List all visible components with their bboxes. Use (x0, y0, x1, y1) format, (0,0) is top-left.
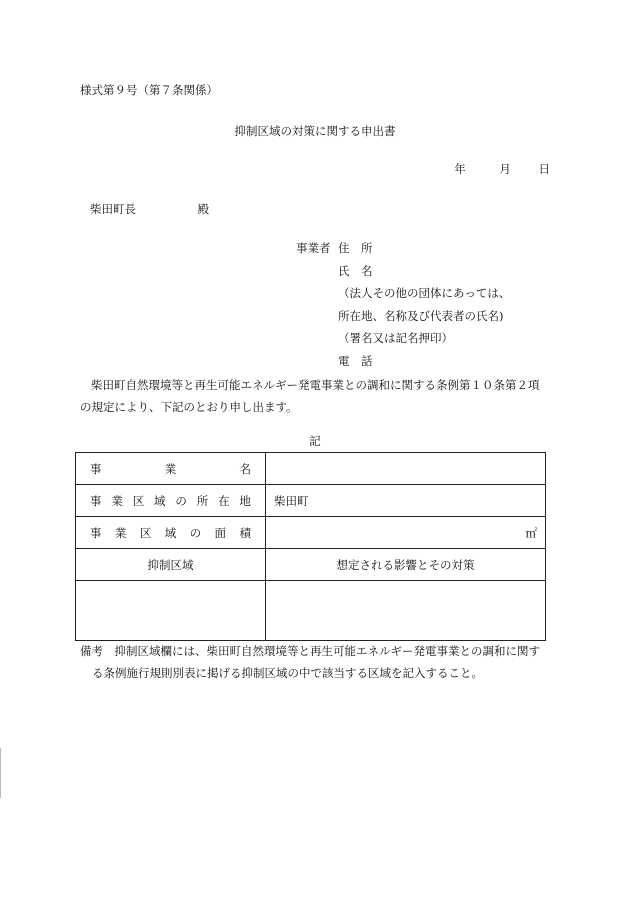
applicant-block (296, 237, 510, 372)
label-char: 業 (111, 493, 123, 508)
table-row (76, 485, 546, 517)
area-unit: ㎡ (525, 525, 537, 540)
ki-heading: 記 (309, 434, 321, 448)
impact-measures-cell[interactable] (266, 581, 546, 641)
area-label (76, 517, 266, 549)
form-number: 様式第９号（第７条関係） (80, 83, 218, 97)
project-name-cell[interactable] (266, 453, 546, 485)
addressee (90, 201, 209, 217)
project-name-label (76, 453, 266, 485)
col-header-left: 抑制区域 (76, 549, 266, 581)
table-row (76, 517, 546, 549)
location-value: 柴田町 (274, 493, 309, 508)
application-table (75, 452, 546, 641)
label-char: 面 (214, 525, 227, 540)
address-label: 住 所 (338, 241, 373, 255)
label-char: 在 (218, 493, 230, 508)
label-char: 区 (139, 525, 152, 540)
remark-line-1: 備考 抑制区域欄には、柴田町自然環境等と再生可能エネルギー発電事業との調和に関す (80, 644, 540, 658)
addressee-suffix: 殿 (197, 202, 210, 216)
label-char: 事 (90, 461, 102, 476)
label-char: 業 (114, 525, 127, 540)
label-char: 所 (196, 493, 209, 508)
phone-label: 電 話 (338, 353, 373, 368)
label-char: 積 (239, 525, 251, 540)
date-day: 日 (538, 162, 550, 176)
margin-mark (0, 748, 3, 798)
note-line-2: 所在地、名称及び代表者の氏名) (338, 308, 504, 323)
note-line-1: （法人その他の団体にあっては、 (338, 286, 511, 300)
location-label (76, 485, 266, 517)
area-cell[interactable] (266, 517, 546, 549)
label-char: の (175, 493, 187, 508)
remark-line-2: る条例施行規則別表に掲げる抑制区域の中で該当する区域を記入すること。 (92, 666, 483, 680)
label-char: 域 (154, 493, 166, 508)
date-line (454, 161, 550, 177)
name-label: 氏 名 (338, 263, 373, 278)
remark (80, 640, 555, 684)
body-text: 柴田町自然環境等と再生可能エネルギー発電事業との調和に関する条例第１０条第２項の規定により、下記のとおり申し出ます。 (80, 378, 540, 414)
document-title: 抑制区域の対策に関する申出書 (234, 124, 396, 138)
label-char: 事 (90, 525, 102, 540)
restricted-area-cell[interactable] (76, 581, 266, 641)
label-char: 域 (164, 525, 177, 540)
col-header-right: 想定される影響とその対策 (266, 549, 546, 581)
table-row (76, 549, 546, 581)
date-month: 月 (499, 162, 511, 176)
note-line-3: （署名又は記名押印） (338, 331, 453, 345)
table-row (76, 453, 546, 485)
location-cell[interactable] (266, 485, 546, 517)
table-row (76, 581, 546, 641)
label-char: 区 (132, 493, 145, 508)
addressee-name: 柴田町長 (90, 202, 136, 216)
label-char: 事 (90, 493, 102, 508)
label-char: の (189, 525, 202, 540)
label-char: 名 (239, 461, 251, 476)
date-year: 年 (454, 162, 466, 176)
applicant-heading: 事業者 (296, 241, 331, 255)
label-char: 地 (239, 493, 251, 508)
label-char: 業 (164, 461, 177, 476)
